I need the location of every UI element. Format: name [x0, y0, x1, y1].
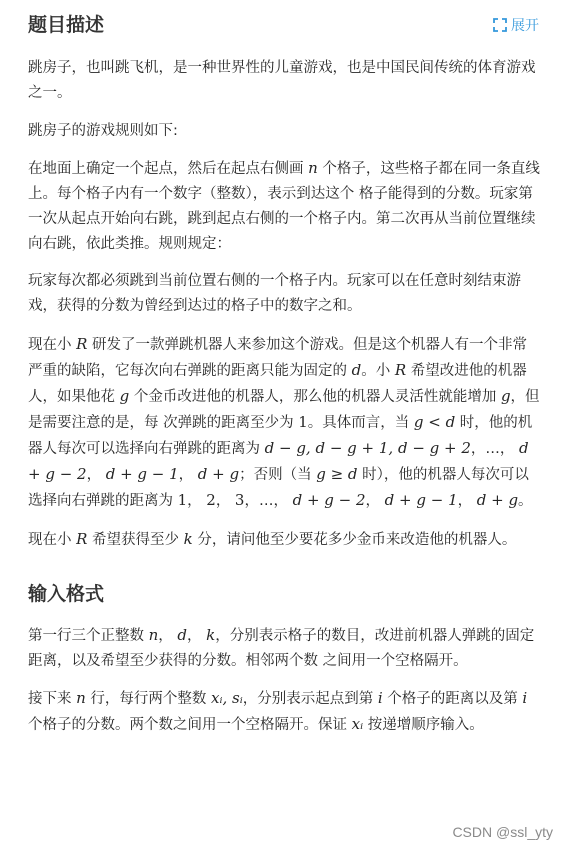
- description-paragraph-3: 在地面上确定一个起点，然后在起点右侧画 n 个格子，这些格子都在同一条直线上。每个格子内有一个数字（整数），表示到达这个 格子能得到的分数。玩家第一次从起点开始向右跳，跳到起点右侧的一个格子内。第二次再从当前位置继续向右跳，依此类推。规则规定：: [28, 159, 540, 252]
- csdn-watermark: CSDN @ssl_yty: [452, 824, 553, 840]
- description-title: 题目描述: [28, 14, 105, 36]
- description-paragraph-1: 跳房子，也叫跳飞机，是一种世界性的儿童游戏，也是中国民间传统的体育游戏之一。: [28, 60, 536, 101]
- description-paragraph-4: 玩家每次都必须跳到当前位置右侧的一个格子内。玩家可以在任意时刻结束游戏，获得的分数为曾经到达过的格子中的数字之和。: [28, 273, 521, 314]
- description-paragraph-6: 现在小 R 希望获得至少 k 分，请问他至少要花多少金币来改造他的机器人。: [28, 530, 517, 548]
- expand-button[interactable]: [493, 15, 539, 35]
- description-paragraph-5: 现在小 R 研发了一款弹跳机器人来参加这个游戏。但是这个机器人有一个非常严重的缺陷，它每次向右弹跳的距离只能为固定的 d。小 R 希望改进他的机器人，如果他花 g 个金币改进他的机器人，那么他的机器人灵活性就能增加 g，但是需要注意的是，每 次弹跳的距离至少为 1。具体而言，当 g < d 时，他的机器人每次可以选择向右弹跳的距离为 d − g, d − g + 1, d − g + 2，…， d + g − 2， d + g − 1， d + g；否则（当 g ≥ d 时），他的机器人每次可以选择向右弹跳的距离为 1， 2， 3，…， d + g − 2， d + g − 1， d + g。: [28, 335, 540, 509]
- description-header: [28, 10, 541, 40]
- input-format-paragraph-2: 接下来 n 行，每行两个整数 xᵢ, sᵢ，分别表示起点到第 i 个格子的距离以及第 i 个格子的分数。两个数之间用一个空格隔开。保证 xᵢ 按递增顺序输入。: [28, 689, 528, 733]
- expand-label: 展开: [511, 18, 539, 34]
- input-format-paragraph-1: 第一行三个正整数 n， d， k，分别表示格子的数目，改进前机器人弹跳的固定距离，以及希望至少获得的分数。相邻两个数 之间用一个空格隔开。: [28, 626, 535, 669]
- description-paragraph-2: 跳房子的游戏规则如下:: [28, 123, 178, 139]
- input-format-title: 输入格式: [28, 583, 105, 605]
- expand-icon: [493, 18, 507, 32]
